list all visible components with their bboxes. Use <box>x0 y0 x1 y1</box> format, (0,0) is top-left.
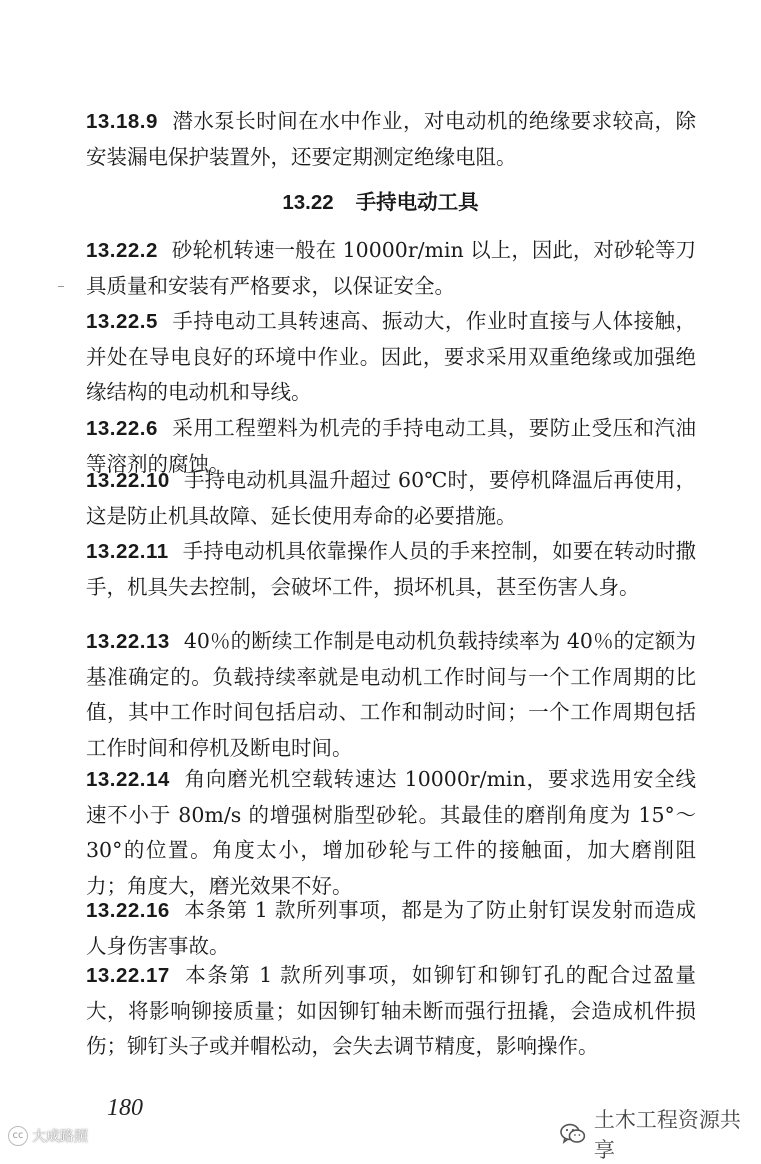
clause-number: 13.22.6 <box>86 417 158 440</box>
clause-13-22-2 <box>86 233 696 304</box>
section-number: 13.22 <box>282 191 334 214</box>
margin-mark <box>58 286 64 287</box>
clause-text: 采用工程塑料为机壳的手持电动工具，要防止受压和汽油等溶剂的腐蚀。 <box>86 416 696 476</box>
watermark-right <box>560 1104 761 1164</box>
clause-text: 手持电动机具依靠操作人员的手来控制，如要在转动时撒手，机具失去控制，会破坏工件，损坏机具，甚至伤害人身。 <box>86 539 696 599</box>
clause-text: 手持电动机具温升超过 60℃时，要停机降温后再使用，这是防止机具故障、延长使用寿命的必要措施。 <box>86 468 696 528</box>
clause-number: 13.22.17 <box>86 964 170 987</box>
watermark-left-text: 大成路照 <box>32 1129 88 1145</box>
watermark-left <box>8 1126 88 1146</box>
page-number: 180 <box>107 1095 143 1121</box>
clause-text: 手持电动工具转速高、振动大，作业时直接与人体接触，并处在导电良好的环境中作业。因此，要求采用双重绝缘或加强绝缘结构的电动机和导线。 <box>86 309 696 404</box>
clause-number: 13.18.9 <box>86 110 158 133</box>
clause-number: 13.22.11 <box>86 540 169 563</box>
clause-13-22-13 <box>86 624 696 766</box>
section-title: 手持电动工具 <box>355 191 479 214</box>
clause-number: 13.22.16 <box>86 899 170 922</box>
clause-text: 本条第 1 款所列事项，都是为了防止射钉误发射而造成人身伤害事故。 <box>86 898 696 958</box>
clause-text: 本条第 1 款所列事项，如铆钉和铆钉孔的配合过盈量大，将影响铆接质量；如因铆钉轴未断而强行扭撬，会造成机件损伤；铆钉头子或并帽松动，会失去调节精度，影响操作。 <box>86 963 696 1058</box>
section-heading <box>0 188 761 218</box>
clause-13-22-5 <box>86 304 696 411</box>
clause-number: 13.22.10 <box>86 469 170 492</box>
clause-number: 13.22.5 <box>86 310 158 333</box>
watermark-right-text: 土木工程资源共享 <box>593 1108 741 1162</box>
clause-13-18-9 <box>86 104 696 175</box>
wechat-icon <box>560 1122 586 1146</box>
clause-number: 13.22.14 <box>86 768 170 791</box>
clause-13-22-11 <box>86 534 696 605</box>
clause-13-22-14 <box>86 762 696 904</box>
clause-number: 13.22.13 <box>86 630 170 653</box>
clause-text: 40％的断续工作制是电动机负载持续率为 40％的定额为基准确定的。负载持续率就是电动机工作时间与一个工作周期的比值，其中工作时间包括启动、工作和制动时间；一个工作周期包括工作时间和停机及断电时间。 <box>86 629 696 760</box>
clause-13-22-10 <box>86 463 696 534</box>
clause-13-22-16 <box>86 893 696 964</box>
clause-number: 13.22.2 <box>86 239 158 262</box>
clause-text: 角向磨光机空载转速达 10000r/min，要求选用安全线速不小于 80m/s 的增强树脂型砂轮。其最佳的磨削角度为 15°～30°的位置。角度太小，增加砂轮与工件的接触面，加大磨削阻力；角度大，磨光效果不好。 <box>86 767 696 898</box>
clause-13-22-17 <box>86 958 696 1065</box>
cc-icon: cc <box>8 1126 28 1146</box>
clause-text: 砂轮机转速一般在 10000r/min 以上，因此，对砂轮等刀具质量和安装有严格要求，以保证安全。 <box>86 238 696 298</box>
clause-text: 潜水泵长时间在水中作业，对电动机的绝缘要求较高，除安装漏电保护装置外，还要定期测定绝缘电阻。 <box>86 109 696 169</box>
